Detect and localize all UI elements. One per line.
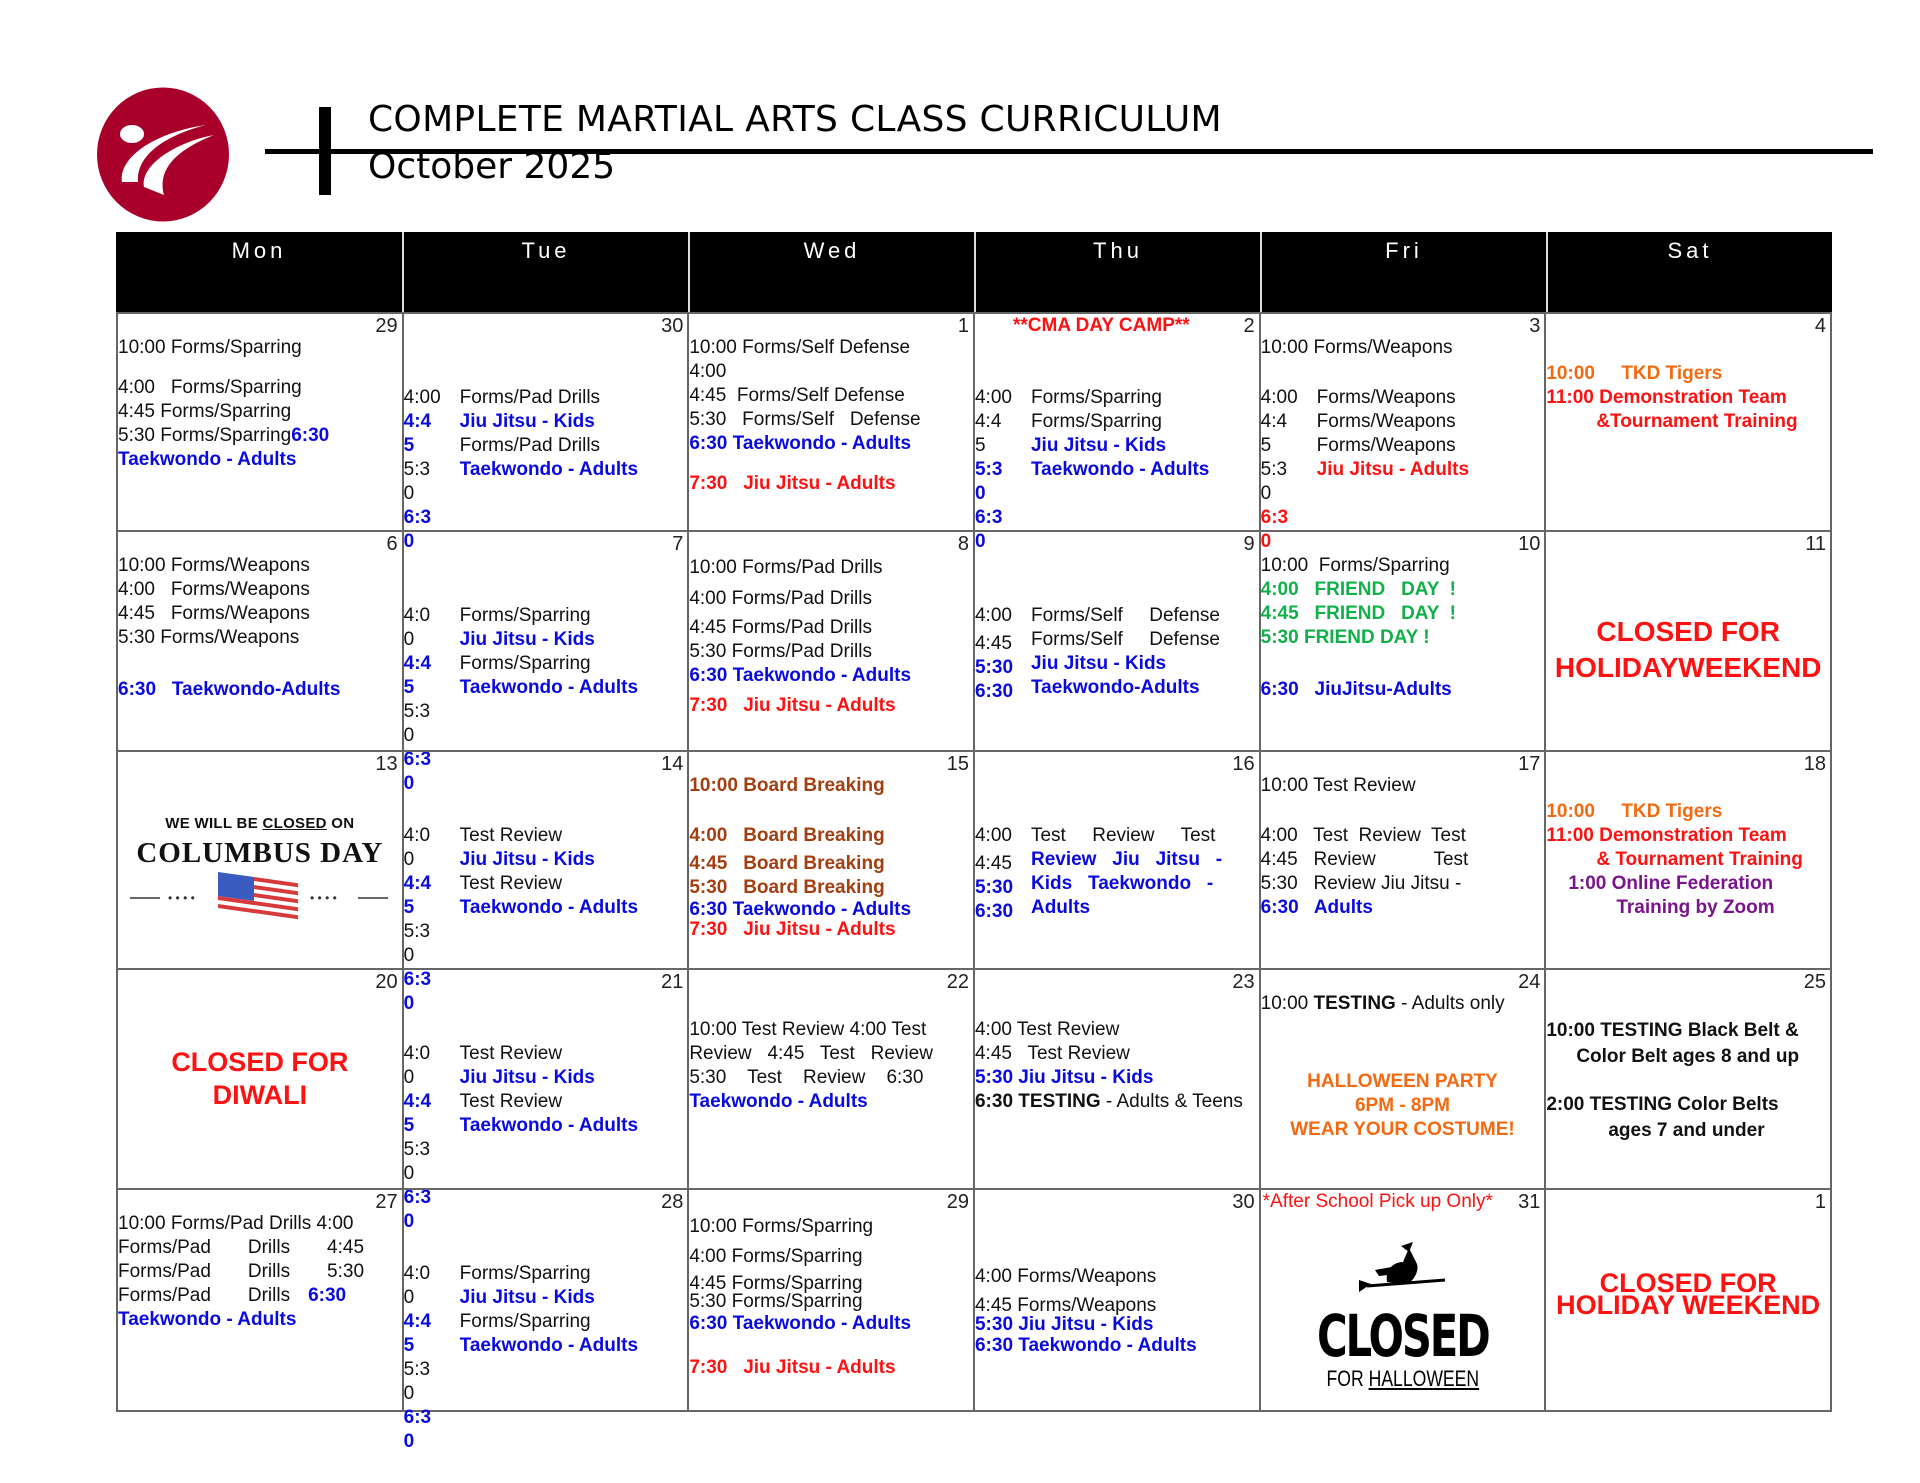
day-cell-oct-4 — [1546, 312, 1832, 530]
time-fragment: 6:30 — [974, 901, 1014, 922]
day-cell-oct-28 — [403, 1188, 690, 1452]
party-line: WEAR YOUR COSTUME! — [1290, 1119, 1515, 1140]
testing-label: 6:30 TESTING — [974, 1091, 1101, 1112]
class-name: Adults — [1030, 897, 1091, 918]
schedule-line: 4:00 Forms/Pad Drills — [689, 588, 872, 609]
schedule-line: 10:00 Forms/Weapons — [1260, 337, 1453, 358]
day-cell-nov-1 — [1546, 1188, 1832, 1410]
time-fragment: 5 — [403, 1115, 415, 1136]
class-name: Taekwondo - Adults — [459, 897, 639, 918]
class-name: Forms/Sparring — [459, 605, 591, 626]
class-name: Forms/Weapons — [1316, 435, 1456, 456]
time-fragment: 4:00 — [974, 387, 1012, 408]
class-name: Jiu Jitsu - Kids — [459, 1067, 595, 1088]
date-number: 3 — [1529, 315, 1541, 337]
date-number: 13 — [375, 753, 398, 775]
class-name: Test Review Test — [1030, 825, 1216, 846]
time-fragment: 5:3 — [403, 921, 431, 942]
schedule-line: 4:45 Forms/Weapons — [974, 1295, 1157, 1316]
time-fragment: 0 — [974, 483, 986, 504]
day-cell-oct-20 — [118, 968, 404, 1188]
schedule-line: 10:00 Forms/Pad Drills — [689, 557, 883, 578]
graphic-title: COLUMBUS DAY — [136, 837, 384, 869]
schedule-line: 10:00 TKD Tigers — [1546, 801, 1723, 822]
time-fragment: 5 — [403, 677, 415, 698]
class-name: Jiu Jitsu - Kids — [459, 1287, 595, 1308]
day-cell-oct-18 — [1546, 750, 1832, 968]
schedule-line: 4:45 Forms/Sparring — [689, 1273, 863, 1294]
time-fragment: 6:3 — [403, 1407, 432, 1428]
date-number: 28 — [661, 1191, 684, 1213]
schedule-line: 11:00 Demonstration Team — [1546, 825, 1787, 846]
class-name: Taekwondo-Adults — [1030, 677, 1200, 698]
time-fragment: 6:3 — [403, 507, 432, 528]
schedule-line: ages 7 and under — [1608, 1120, 1765, 1141]
time-fragment: 5:3 — [403, 459, 431, 480]
weekday-wed: Wed — [688, 232, 974, 312]
day-camp-banner: **CMA DAY CAMP** — [1012, 315, 1190, 336]
class-name: Test Review — [459, 1091, 563, 1112]
date-number: 6 — [386, 533, 398, 555]
date-number: 7 — [672, 533, 684, 555]
date-number: 22 — [946, 971, 969, 993]
schedule-line: 7:30 Jiu Jitsu - Adults — [689, 919, 896, 940]
schedule-line: 5:30 Test Review 6:30 — [689, 1067, 924, 1088]
schedule-line: 5:30 Forms/Sparring — [118, 425, 292, 446]
weekday-tue: Tue — [402, 232, 688, 312]
schedule-line: 5:30 Forms/Weapons — [118, 627, 300, 648]
time-fragment: 0 — [403, 993, 415, 1014]
schedule-line: 4:45 Forms/Weapons — [118, 603, 310, 624]
schedule-line: Taekwondo - Adults — [118, 449, 297, 470]
american-flag-icon — [130, 870, 390, 920]
time-fragment: 6:3 — [403, 749, 432, 770]
date-number: 31 — [1518, 1191, 1541, 1213]
svg-text:• • • •: • • • • — [167, 891, 195, 905]
schedule-line: 4:00 — [689, 361, 727, 382]
day-cell-oct-13 — [118, 750, 404, 968]
class-name: Jiu Jitsu - Kids — [459, 411, 595, 432]
calendar-grid — [116, 312, 1832, 1452]
schedule-line: 4:00 Forms/Sparring — [689, 1246, 863, 1267]
time-fragment: 4:4 — [403, 873, 432, 894]
schedule-line: 4:45 Review Test — [1260, 849, 1469, 870]
schedule-line: 4:00 Test Review — [974, 1019, 1120, 1040]
date-number: 17 — [1518, 753, 1541, 775]
party-line: 6PM - 8PM — [1354, 1095, 1450, 1116]
closed-message: CLOSED FOR — [1596, 616, 1780, 647]
schedule-line: 4:45 Forms/Pad Drills — [689, 617, 872, 638]
time-fragment: 4:4 — [1260, 411, 1288, 432]
date-number: 16 — [1232, 753, 1255, 775]
time-fragment: 4:0 — [403, 605, 431, 626]
board-breaking-line: 4:00 Board Breaking — [689, 825, 885, 846]
time-fragment: 4:0 — [403, 1263, 431, 1284]
time-fragment: 4:4 — [403, 1311, 432, 1332]
time-fragment: 0 — [403, 1211, 415, 1232]
date-number: 30 — [661, 315, 684, 337]
date-number: 8 — [957, 533, 969, 555]
schedule-line: 6:30 Taekwondo-Adults — [118, 679, 341, 700]
class-name: Taekwondo - Adults — [459, 1115, 639, 1136]
schedule-line: 10:00 TESTING Black Belt & — [1546, 1020, 1799, 1041]
time-fragment: 5 — [403, 1335, 415, 1356]
friend-day-line: 4:00 FRIEND DAY ! — [1260, 579, 1456, 600]
schedule-line: 5:30 Jiu Jitsu - Kids — [974, 1067, 1154, 1088]
witch-on-broom-icon — [1357, 1240, 1447, 1300]
time-fragment: 5:3 — [1260, 459, 1288, 480]
date-number: 27 — [375, 1191, 398, 1213]
schedule-line: 10:00 TKD Tigers — [1546, 363, 1723, 384]
schedule-line: 5:30 Forms/Sparring — [689, 1291, 863, 1312]
schedule-line: Taekwondo - Adults — [118, 1309, 297, 1330]
date-number: 1 — [1814, 1191, 1826, 1213]
day-cell-oct-9 — [975, 530, 1261, 750]
date-number: 21 — [661, 971, 684, 993]
day-cell-sep-29 — [118, 312, 404, 530]
day-cell-oct-25 — [1546, 968, 1832, 1188]
schedule-line: 6:30 Taekwondo - Adults — [689, 899, 912, 920]
time-fragment: 4:4 — [403, 1091, 432, 1112]
closed-message: CLOSED FOR — [1599, 1268, 1777, 1298]
closed-message: CLOSED FOR — [171, 1047, 349, 1077]
schedule-line: 4:45 Test Review — [974, 1043, 1130, 1064]
time-fragment: 5 — [403, 897, 415, 918]
class-name: Forms/Pad Drills — [459, 387, 601, 408]
day-cell-oct-3 — [1260, 312, 1547, 552]
class-name: Test Review — [459, 1043, 563, 1064]
schedule-line: Forms/Pad Drills — [118, 1285, 291, 1306]
schedule-line: Taekwondo - Adults — [689, 1091, 868, 1112]
closed-for-halloween-graphic — [1261, 1240, 1545, 1391]
time-fragment: 0 — [974, 531, 986, 552]
schedule-line: 6:30 Adults — [1260, 897, 1373, 918]
schedule-line: 5:30 Forms/Self Defense — [689, 409, 921, 430]
party-line: HALLOWEEN PARTY — [1307, 1071, 1498, 1092]
day-cell-oct-1 — [689, 312, 975, 530]
schedule-line: 10:00 Test Review 4:00 Test — [689, 1019, 927, 1040]
schedule-line: 4:45 Forms/Self Defense — [689, 385, 905, 406]
time-fragment: 5:3 — [403, 1359, 431, 1380]
class-name: Forms/Sparring — [459, 1311, 591, 1332]
day-cell-oct-6 — [118, 530, 404, 750]
class-name: Forms/Sparring — [1030, 387, 1162, 408]
schedule-line: 1:00 Online Federation — [1568, 873, 1774, 894]
schedule-line: 11:00 Demonstration Team — [1546, 387, 1787, 408]
day-cell-oct-16 — [975, 750, 1261, 968]
class-name: Jiu Jitsu - Kids — [1030, 435, 1167, 456]
day-cell-oct-15 — [689, 750, 975, 968]
time-fragment: 6:30 — [974, 681, 1014, 702]
time-fragment: 5:3 — [403, 1139, 431, 1160]
day-cell-oct-24 — [1261, 968, 1547, 1188]
graphic-text: HALLOWEEN — [1368, 1366, 1479, 1391]
schedule-line: 10:00 Forms/Sparring — [689, 1216, 874, 1237]
weekday-header — [116, 232, 1832, 312]
schedule-time: 6:30 — [308, 1285, 347, 1306]
schedule-line: 6:30 Taekwondo - Adults — [689, 1313, 912, 1334]
closed-big-text: CLOSED — [1316, 1302, 1489, 1370]
halloween-party-notice — [1261, 1070, 1545, 1142]
friend-day-line: 5:30 FRIEND DAY ! — [1260, 627, 1430, 648]
date-number: 24 — [1518, 971, 1541, 993]
closed-message: HOLIDAY WEEKEND — [1556, 1290, 1821, 1320]
schedule-line: 4:45 Forms/Sparring — [118, 401, 292, 422]
schedule-line: 7:30 Jiu Jitsu - Adults — [689, 695, 896, 716]
date-number: 29 — [946, 1191, 969, 1213]
date-number: 9 — [1243, 533, 1255, 555]
schedule-line: 6:30 Taekwondo - Adults — [689, 665, 912, 686]
class-name: Test Review — [459, 873, 563, 894]
date-number: 30 — [1232, 1191, 1255, 1213]
time-fragment: 4:4 — [403, 411, 432, 432]
class-name: Kids Taekwondo - — [1030, 873, 1214, 894]
schedule-line: &Tournament Training — [1596, 411, 1798, 432]
date-number: 18 — [1803, 753, 1826, 775]
weekday-thu: Thu — [974, 232, 1260, 312]
class-name: Taekwondo - Adults — [1030, 459, 1210, 480]
day-cell-oct-8 — [689, 530, 975, 750]
date-number: 25 — [1803, 971, 1826, 993]
schedule-line: Color Belt ages 8 and up — [1576, 1046, 1800, 1067]
time-fragment: 5 — [1260, 435, 1272, 456]
columbus-day-graphic — [118, 812, 402, 927]
day-cell-sep-30 — [403, 312, 690, 552]
class-name: Forms/Weapons — [1316, 387, 1456, 408]
schedule-line: 10:00 Forms/Sparring — [1260, 555, 1450, 576]
page-subtitle-month: October 2025 — [368, 146, 616, 187]
time-fragment: 6:3 — [974, 507, 1003, 528]
day-cell-oct-30 — [975, 1188, 1261, 1410]
friend-day-line: 4:45 FRIEND DAY ! — [1260, 603, 1456, 624]
time-fragment: 0 — [403, 1163, 415, 1184]
date-number: 15 — [946, 753, 969, 775]
date-number: 10 — [1518, 533, 1541, 555]
graphic-text: ON — [331, 815, 355, 832]
date-number: 20 — [375, 971, 398, 993]
schedule-line: 6:30 Taekwondo - Adults — [689, 433, 912, 454]
day-cell-oct-10 — [1261, 530, 1547, 750]
schedule-line: 4:00 Test Review Test — [1260, 825, 1466, 846]
time-fragment: 5 — [403, 435, 415, 456]
schedule-line: 5:30 Forms/Pad Drills — [689, 641, 872, 662]
time-fragment: 6:3 — [1260, 507, 1289, 528]
day-cell-oct-11 — [1546, 530, 1832, 750]
closed-message: HOLIDAYWEEKEND — [1554, 652, 1822, 683]
date-number: 4 — [1814, 315, 1826, 337]
time-fragment: 4:00 — [1260, 387, 1298, 408]
time-fragment: 0 — [1260, 483, 1272, 504]
date-number: 29 — [375, 315, 398, 337]
graphic-text: CLOSED — [262, 815, 327, 832]
day-cell-oct-29 — [689, 1188, 975, 1410]
class-name: Forms/Self Defense — [1030, 629, 1220, 650]
class-name: Jiu Jitsu - Kids — [1030, 653, 1167, 674]
schedule-line: - Adults & Teens — [1100, 1091, 1243, 1112]
schedule-line: 4:00 Forms/Weapons — [974, 1266, 1157, 1287]
calendar — [116, 232, 1832, 1452]
class-name: Taekwondo - Adults — [459, 677, 639, 698]
schedule-line: 10:00 Test Review — [1260, 775, 1416, 796]
day-cell-oct-2 — [974, 312, 1261, 552]
date-number: 1 — [957, 315, 969, 337]
class-name: Jiu Jitsu - Kids — [459, 629, 595, 650]
weekday-sat: Sat — [1546, 232, 1832, 312]
day-cell-oct-22 — [689, 968, 975, 1188]
day-cell-oct-31 — [1261, 1188, 1547, 1410]
cma-logo — [96, 87, 230, 222]
time-fragment: 5:30 — [974, 877, 1014, 898]
graphic-text: FOR — [1326, 1366, 1364, 1391]
time-fragment: 0 — [403, 1383, 415, 1404]
testing-label: TESTING — [1313, 993, 1396, 1014]
time-fragment: 0 — [403, 483, 415, 504]
page-title: COMPLETE MARTIAL ARTS CLASS CURRICULUM — [368, 99, 1222, 140]
time-fragment: 0 — [403, 1431, 415, 1452]
class-name: Forms/Sparring — [1030, 411, 1162, 432]
class-name: Review Jiu Jitsu - — [1030, 849, 1223, 870]
time-fragment: 5 — [974, 435, 986, 456]
after-school-note: *After School Pick up Only* — [1262, 1191, 1493, 1212]
kicker-logo-icon — [96, 87, 230, 222]
schedule-line: 10:00 Forms/Pad Drills 4:00 — [118, 1213, 354, 1234]
weekday-fri: Fri — [1260, 232, 1546, 312]
schedule-line: 10:00 Forms/Sparring — [118, 337, 302, 358]
day-cell-oct-17 — [1261, 750, 1547, 968]
time-fragment: 0 — [403, 725, 415, 746]
time-fragment: 0 — [403, 1067, 415, 1088]
day-cell-oct-23 — [975, 968, 1261, 1188]
class-name: Forms/Sparring — [459, 1263, 591, 1284]
time-fragment: 5:30 — [974, 657, 1014, 678]
schedule-line: 10:00 Forms/Self Defense — [689, 337, 911, 358]
schedule-line: & Tournament Training — [1596, 849, 1803, 870]
time-fragment: 4:45 — [974, 633, 1012, 654]
class-name: Taekwondo - Adults — [459, 1335, 639, 1356]
class-name: Forms/Self Defense — [1030, 605, 1220, 626]
class-name: Test Review — [459, 825, 563, 846]
date-number: 2 — [1243, 315, 1255, 337]
time-fragment: 0 — [403, 629, 415, 650]
time-fragment: 0 — [403, 773, 415, 794]
schedule-line: 6:30 Taekwondo - Adults — [974, 1335, 1197, 1356]
schedule-time: 10:00 — [1260, 993, 1314, 1014]
schedule-line: 4:00 Forms/Weapons — [118, 579, 310, 600]
time-fragment: 0 — [1260, 531, 1272, 552]
weekday-mon: Mon — [231, 238, 287, 263]
time-fragment: 4:00 — [974, 825, 1012, 846]
time-fragment: 6:3 — [403, 969, 432, 990]
class-name: Jiu Jitsu - Kids — [459, 849, 595, 870]
schedule-line: 6:30 JiuJitsu-Adults — [1260, 679, 1452, 700]
time-fragment: 0 — [403, 1287, 415, 1308]
schedule-line: 7:30 Jiu Jitsu - Adults — [689, 473, 896, 494]
class-name: Jiu Jitsu - Adults — [1316, 459, 1470, 480]
class-name: Forms/Weapons — [1316, 411, 1456, 432]
graphic-text: WE WILL BE — [165, 815, 258, 832]
schedule-line: 10:00 Forms/Weapons — [118, 555, 310, 576]
schedule-line: Training by Zoom — [1616, 897, 1775, 918]
time-fragment: 4:4 — [403, 653, 432, 674]
closed-message: DIWALI — [212, 1080, 308, 1110]
time-fragment: 0 — [403, 849, 415, 870]
time-fragment: 4:45 — [974, 853, 1012, 874]
schedule-line: Review 4:45 Test Review — [689, 1043, 933, 1064]
time-fragment: 4:0 — [403, 825, 431, 846]
class-name: Taekwondo - Adults — [459, 459, 639, 480]
time-fragment: 4:0 — [403, 1043, 431, 1064]
date-number: 23 — [1232, 971, 1255, 993]
schedule-line: Forms/Pad Drills 5:30 — [118, 1261, 365, 1282]
time-fragment: 4:00 — [974, 605, 1012, 626]
day-cell-oct-27 — [118, 1188, 404, 1410]
board-breaking-line: 10:00 Board Breaking — [689, 775, 885, 796]
schedule-line: 5:30 Review Jiu Jitsu - — [1260, 873, 1462, 894]
time-fragment: 4:4 — [974, 411, 1002, 432]
class-name: Forms/Pad Drills — [459, 435, 601, 456]
class-name: Forms/Sparring — [459, 653, 591, 674]
time-fragment: 4:00 — [403, 387, 441, 408]
board-breaking-line: 5:30 Board Breaking — [689, 877, 885, 898]
time-fragment: 0 — [403, 945, 415, 966]
time-fragment: 0 — [403, 531, 415, 552]
schedule-line: 2:00 TESTING Color Belts — [1546, 1094, 1779, 1115]
schedule-time: 6:30 — [291, 425, 330, 446]
svg-text:• • • •: • • • • — [309, 891, 337, 905]
time-fragment: 5:3 — [403, 701, 431, 722]
date-number: 11 — [1805, 533, 1826, 555]
time-fragment: 6:3 — [403, 1187, 432, 1208]
board-breaking-line: 4:45 Board Breaking — [689, 853, 885, 874]
date-number: 14 — [661, 753, 684, 775]
schedule-line: 5:30 Jiu Jitsu - Kids — [974, 1314, 1154, 1335]
schedule-line: 4:00 Forms/Sparring — [118, 377, 302, 398]
schedule-line: - Adults only — [1395, 993, 1505, 1014]
schedule-line: Forms/Pad Drills 4:45 — [118, 1237, 365, 1258]
schedule-line: 7:30 Jiu Jitsu - Adults — [689, 1357, 896, 1378]
time-fragment: 5:3 — [974, 459, 1003, 480]
